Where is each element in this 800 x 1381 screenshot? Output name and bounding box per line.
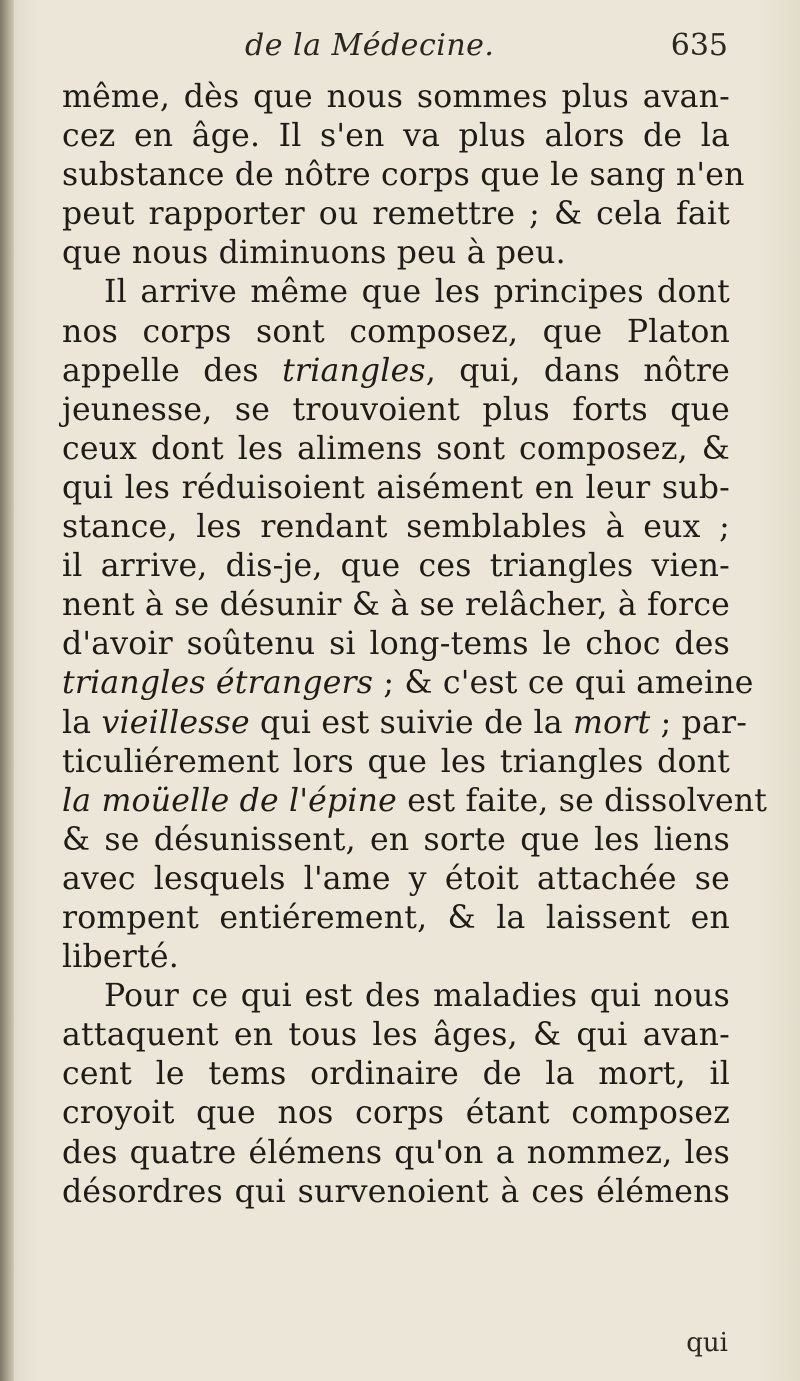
text-run: stance, les rendant semblables à eux ; <box>62 509 730 546</box>
text-run: il arrive, dis-je, que ces triangles vien- <box>62 548 730 585</box>
text-line <box>62 625 730 664</box>
text-line <box>62 1134 730 1173</box>
text-run: & se désunissent, en sorte que les liens <box>62 821 730 858</box>
text-line <box>62 391 730 430</box>
italic-text: la moüelle de l'épine <box>62 782 397 819</box>
text-run: nent à se désunir & à se relâcher, à force <box>62 587 730 624</box>
text-run: appelle des <box>62 352 283 389</box>
text-run: , qui, dans nôtre <box>425 352 730 389</box>
text-run: attaquent en tous les âges, & qui avan- <box>62 1017 730 1054</box>
text-line <box>62 234 730 273</box>
text-line <box>62 195 730 234</box>
text-run: que nous diminuons peu à peu. <box>62 235 566 272</box>
text-line <box>62 1016 730 1055</box>
text-run: substance de nôtre corps que le sang n'en <box>62 157 745 194</box>
text-run: croyoit que nos corps étant composez <box>62 1095 730 1132</box>
italic-text: triangles <box>282 352 426 389</box>
text-line <box>62 860 730 899</box>
text-line <box>62 1055 730 1094</box>
italic-text: triangles étrangers <box>62 665 374 702</box>
text-line <box>62 156 745 195</box>
text-run: nos corps sont composez, que Platon <box>62 313 730 350</box>
text-run: jeunesse, se trouvoient plus forts que <box>62 391 730 428</box>
catchword: qui <box>686 1328 728 1358</box>
text-run: liberté. <box>62 939 179 976</box>
text-run: avec lesquels l'ame y étoit attachée se <box>62 860 730 897</box>
text-run: est faite, se dissolvent <box>397 782 768 819</box>
italic-text: vieillesse <box>101 704 250 741</box>
text-line <box>62 313 730 352</box>
text-line <box>62 938 730 977</box>
text-line <box>62 664 754 703</box>
text-line <box>62 899 730 938</box>
text-line <box>62 977 730 1016</box>
text-run: ; par- <box>650 704 748 741</box>
text-run: d'avoir soûtenu si long-tems le choc des <box>62 626 730 663</box>
text-line <box>62 273 730 312</box>
text-line <box>62 821 730 860</box>
text-run: Il arrive même que les principes dont <box>104 274 730 311</box>
text-line <box>62 508 730 547</box>
text-run: désordres qui survenoient à ces élémens <box>62 1173 730 1210</box>
text-line <box>62 586 730 625</box>
text-run: cez en âge. Il s'en va plus alors de la <box>62 118 730 155</box>
text-run: rompent entiérement, & la laissent en <box>62 899 730 936</box>
text-run: ; & c'est ce qui ameine <box>373 665 754 702</box>
text-line <box>62 704 748 743</box>
text-run: Pour ce qui est des maladies qui nous <box>104 978 730 1015</box>
text-run: ceux dont les alimens sont composez, & <box>62 430 730 467</box>
text-run: cent le tems ordinaire de la mort, il <box>62 1056 730 1093</box>
running-title: de la Médecine. <box>245 28 495 63</box>
text-run: qui est suivie de la <box>249 704 573 741</box>
body-text <box>62 78 768 1212</box>
text-run: peut rapporter ou remettre ; & cela fait <box>62 196 730 233</box>
text-line <box>62 547 730 586</box>
page-header <box>60 28 740 78</box>
text-run: qui les réduisoient aisément en leur sub- <box>62 469 730 506</box>
text-line <box>62 782 768 821</box>
italic-text: mort <box>573 704 651 741</box>
text-line <box>62 78 730 117</box>
page-number: 635 <box>670 28 728 63</box>
text-run: ticuliérement lors que les triangles dont <box>62 743 730 780</box>
text-run: la <box>62 704 102 741</box>
text-line <box>62 352 730 391</box>
text-line <box>62 743 730 782</box>
text-line <box>62 469 730 508</box>
text-line <box>62 430 730 469</box>
text-run: des quatre élémens qu'on a nommez, les <box>62 1134 730 1171</box>
text-run: même, dès que nous sommes plus avan- <box>62 79 730 115</box>
text-line <box>62 1173 730 1212</box>
text-line <box>62 117 730 156</box>
binding-edge <box>0 0 14 1381</box>
text-line <box>62 1094 730 1133</box>
